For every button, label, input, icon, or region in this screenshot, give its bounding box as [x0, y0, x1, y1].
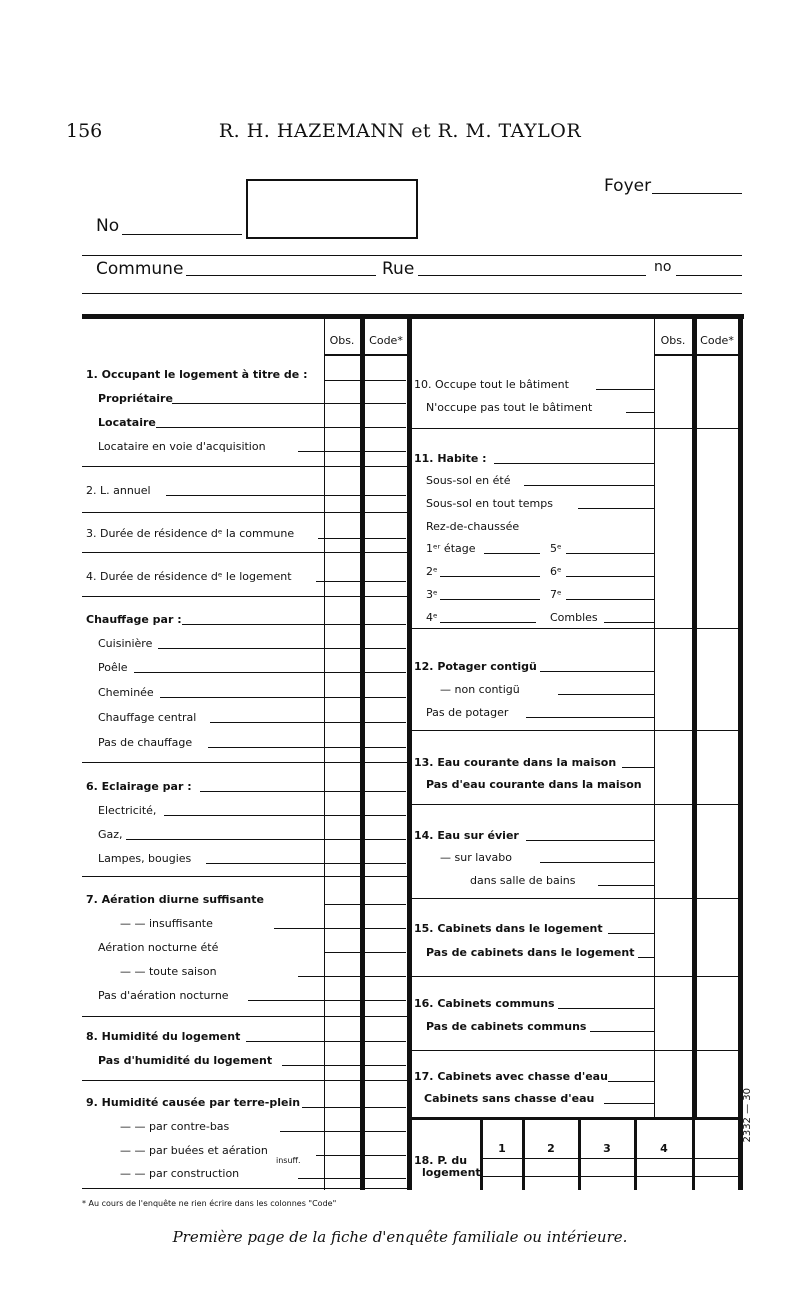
- answer-line[interactable]: [578, 508, 654, 509]
- right-obs-heading: Obs.: [660, 334, 686, 347]
- code-field[interactable]: [364, 904, 406, 905]
- q7-option: Pas d'aération nocturne: [98, 989, 229, 1002]
- right-heading-rule: [654, 354, 740, 356]
- section-rule: [82, 1080, 408, 1081]
- answer-line[interactable]: [604, 622, 654, 623]
- side-number: 2332 — 30: [742, 1088, 753, 1143]
- answer-line[interactable]: [134, 672, 406, 673]
- q7-option: — — toute saison: [120, 965, 217, 978]
- answer-line[interactable]: [206, 863, 406, 864]
- answer-line[interactable]: [566, 576, 654, 577]
- q5-option: Cuisinière: [98, 637, 153, 650]
- footnote: * Au cours de l'enquête ne rien écrire dans les colonnes "Code": [82, 1199, 337, 1208]
- q9-insuff-note: insuff.: [276, 1156, 301, 1165]
- q12-label: — non contigü: [440, 683, 520, 696]
- answer-line[interactable]: [126, 839, 406, 840]
- q4-label: 4. Durée de résidence dᵉ le logement: [86, 570, 292, 583]
- q10-label: 10. Occupe tout le bâtiment: [414, 378, 569, 391]
- q1-option: Locataire: [98, 416, 156, 429]
- left-heading-rule: [324, 354, 408, 356]
- q3-label: 3. Durée de résidence dᵉ la commune: [86, 527, 295, 540]
- answer-line[interactable]: [158, 648, 406, 649]
- answer-line[interactable]: [302, 1107, 406, 1108]
- q13-label: Pas d'eau courante dans la maison: [426, 778, 642, 791]
- q16-label: 16. Cabinets communs: [414, 997, 555, 1010]
- q18-label: 18. P. du: [414, 1154, 468, 1167]
- answer-line[interactable]: [604, 1103, 654, 1104]
- obs-field[interactable]: [324, 904, 360, 905]
- answer-line[interactable]: [318, 538, 406, 539]
- q15-label: 15. Cabinets dans le logement: [414, 922, 603, 935]
- q13-label: 13. Eau courante dans la maison: [414, 756, 617, 769]
- answer-line[interactable]: [558, 694, 654, 695]
- q7-option: — — insuffisante: [120, 917, 213, 930]
- left-code-heading: Code*: [369, 334, 403, 347]
- answer-line[interactable]: [210, 722, 406, 723]
- q18-col-heading: 3: [603, 1142, 611, 1155]
- q5-title: Chauffage par :: [86, 613, 182, 626]
- answer-line[interactable]: [540, 671, 654, 672]
- q5-option: Chauffage central: [98, 711, 197, 724]
- answer-line[interactable]: [608, 933, 654, 934]
- q5-option: Poêle: [98, 661, 128, 674]
- q11-option: Rez-de-chaussée: [426, 520, 520, 533]
- q2-label: 2. L. annuel: [86, 484, 151, 497]
- commune-label: Commune: [96, 259, 184, 279]
- section-rule: [408, 898, 740, 899]
- left-obs-col-line: [324, 318, 325, 1190]
- q16-label: Pas de cabinets communs: [426, 1020, 587, 1033]
- answer-line[interactable]: [566, 599, 654, 600]
- q7-option: Aération nocturne été: [98, 941, 219, 954]
- q5-option: Cheminée: [98, 686, 154, 699]
- q11-floor: 6ᵉ: [550, 565, 562, 578]
- q11-floor: 2ᵉ: [426, 565, 438, 578]
- answer-line[interactable]: [298, 1178, 406, 1179]
- section-rule: [82, 596, 408, 597]
- answer-line[interactable]: [316, 581, 406, 582]
- q11-floor: 1ᵉʳ étage: [426, 542, 476, 555]
- q14-label: — sur lavabo: [440, 851, 512, 864]
- q1-option: Propriétaire: [98, 392, 173, 405]
- numero-label: no: [654, 259, 672, 275]
- q17-label: 17. Cabinets avec chasse d'eau: [414, 1070, 608, 1083]
- q11-floor: 7ᵉ: [550, 588, 562, 601]
- answer-line[interactable]: [626, 412, 654, 413]
- q1-title: 1. Occupant le logement à titre de :: [86, 368, 308, 381]
- q17-label: Cabinets sans chasse d'eau: [424, 1092, 595, 1105]
- section-rule: [82, 876, 408, 877]
- q6-title: 6. Eclairage par :: [86, 780, 192, 793]
- q18-col-heading: 4: [660, 1142, 668, 1155]
- answer-line[interactable]: [298, 451, 406, 452]
- id-box[interactable]: [246, 179, 418, 239]
- q10-label: N'occupe pas tout le bâtiment: [426, 401, 593, 414]
- q14-label: dans salle de bains: [470, 874, 576, 887]
- commune-field-line[interactable]: [186, 275, 376, 276]
- answer-line[interactable]: [608, 1081, 654, 1082]
- rue-field-line[interactable]: [418, 275, 646, 276]
- answer-line[interactable]: [596, 389, 654, 390]
- section-rule: [82, 512, 408, 513]
- answer-line[interactable]: [280, 1131, 406, 1132]
- q11-floor: 5ᵉ: [550, 542, 562, 555]
- right-code-heading: Code*: [700, 334, 734, 347]
- header-rule-2: [82, 293, 742, 294]
- q9-option: — — par contre-bas: [120, 1120, 230, 1133]
- foyer-label: Foyer: [604, 176, 652, 196]
- answer-line[interactable]: [526, 840, 654, 841]
- q18-rule: [480, 1158, 738, 1159]
- answer-line[interactable]: [182, 624, 406, 625]
- q6-option: Gaz,: [98, 828, 123, 841]
- header-rule: [82, 255, 742, 256]
- rue-label: Rue: [382, 259, 415, 279]
- right-obs-col-line: [654, 318, 655, 1118]
- table-right-edge: [738, 318, 743, 1190]
- section-rule: [82, 552, 408, 553]
- no-label: No: [96, 216, 120, 236]
- left-code-col-line: [360, 318, 365, 1190]
- section-rule: [408, 428, 740, 429]
- answer-line[interactable]: [484, 553, 540, 554]
- q11-floor: 3ᵉ: [426, 588, 438, 601]
- q18-col-heading: 2: [547, 1142, 555, 1155]
- answer-line[interactable]: [324, 952, 406, 953]
- q5-option: Pas de chauffage: [98, 736, 193, 749]
- section-rule: [408, 1117, 740, 1120]
- no-field-line[interactable]: [122, 234, 242, 235]
- numero-field-line[interactable]: [676, 275, 742, 276]
- answer-line[interactable]: [160, 697, 406, 698]
- q8-option: Pas d'humidité du logement: [98, 1054, 273, 1067]
- section-rule: [408, 976, 740, 977]
- q18-col-line: [692, 1118, 695, 1190]
- section-rule: [82, 466, 408, 467]
- section-rule: [408, 628, 740, 629]
- q18-label: logement: [422, 1166, 481, 1179]
- q18-col-heading: 1: [498, 1142, 506, 1155]
- answer-line[interactable]: [208, 747, 406, 748]
- q9-title: 9. Humidité causée par terre-plein: [86, 1096, 301, 1109]
- answer-line[interactable]: [166, 495, 406, 496]
- answer-line[interactable]: [494, 463, 654, 464]
- running-title: R. H. HAZEMANN et R. M. TAYLOR: [218, 120, 582, 142]
- section-rule: [408, 804, 740, 805]
- code-field[interactable]: [364, 380, 406, 381]
- q1-option: Locataire en voie d'acquisition: [98, 440, 266, 453]
- section-rule: [82, 762, 408, 763]
- q7-title: 7. Aération diurne suffisante: [86, 893, 264, 906]
- table-bottom-rule: [82, 1188, 408, 1189]
- answer-line[interactable]: [440, 599, 540, 600]
- left-obs-heading: Obs.: [329, 334, 355, 347]
- right-code-col-line: [692, 318, 697, 1118]
- q18-rule: [480, 1176, 738, 1177]
- answer-line[interactable]: [248, 1000, 406, 1001]
- answer-line[interactable]: [440, 622, 536, 623]
- q6-option: Lampes, bougies: [98, 852, 192, 865]
- answer-line[interactable]: [638, 957, 654, 958]
- answer-line[interactable]: [156, 427, 406, 428]
- answer-line[interactable]: [298, 976, 406, 977]
- answer-line[interactable]: [274, 928, 406, 929]
- section-rule: [408, 1050, 740, 1051]
- center-divider: [407, 318, 412, 1190]
- answer-line[interactable]: [598, 885, 654, 886]
- q11-option: Sous-sol en été: [426, 474, 511, 487]
- answer-line[interactable]: [200, 791, 406, 792]
- foyer-field-line[interactable]: [652, 193, 742, 194]
- section-rule: [82, 1016, 408, 1017]
- q15-label: Pas de cabinets dans le logement: [426, 946, 635, 959]
- q11-floor: 4ᵉ: [426, 611, 438, 624]
- q11-option: Sous-sol en tout temps: [426, 497, 553, 510]
- answer-line[interactable]: [164, 815, 406, 816]
- q6-option: Electricité,: [98, 804, 157, 817]
- answer-line[interactable]: [622, 767, 654, 768]
- q14-label: 14. Eau sur évier: [414, 829, 519, 842]
- q11-title: 11. Habite :: [414, 452, 487, 465]
- answer-line[interactable]: [246, 1041, 406, 1042]
- section-rule: [408, 730, 740, 731]
- q12-label: 12. Potager contigü: [414, 660, 537, 673]
- table-top-rule: [82, 314, 744, 319]
- obs-field[interactable]: [324, 380, 360, 381]
- answer-line[interactable]: [558, 1008, 654, 1009]
- q9-option: — — par construction: [120, 1167, 240, 1180]
- q11-floor: Combles: [550, 611, 598, 624]
- answer-line[interactable]: [282, 1065, 406, 1066]
- q9-option: — — par buées et aération: [120, 1144, 268, 1157]
- answer-line[interactable]: [440, 576, 540, 577]
- answer-line[interactable]: [566, 553, 654, 554]
- q8-title: 8. Humidité du logement: [86, 1030, 241, 1043]
- q12-label: Pas de potager: [426, 706, 509, 719]
- answer-line[interactable]: [316, 1155, 406, 1156]
- page-number: 156: [66, 120, 103, 142]
- answer-line[interactable]: [524, 485, 654, 486]
- answer-line[interactable]: [540, 862, 654, 863]
- answer-line[interactable]: [526, 717, 654, 718]
- answer-line[interactable]: [590, 1031, 654, 1032]
- figure-caption: Première page de la fiche d'enquête familiale ou intérieure.: [172, 1228, 628, 1246]
- answer-line[interactable]: [172, 403, 406, 404]
